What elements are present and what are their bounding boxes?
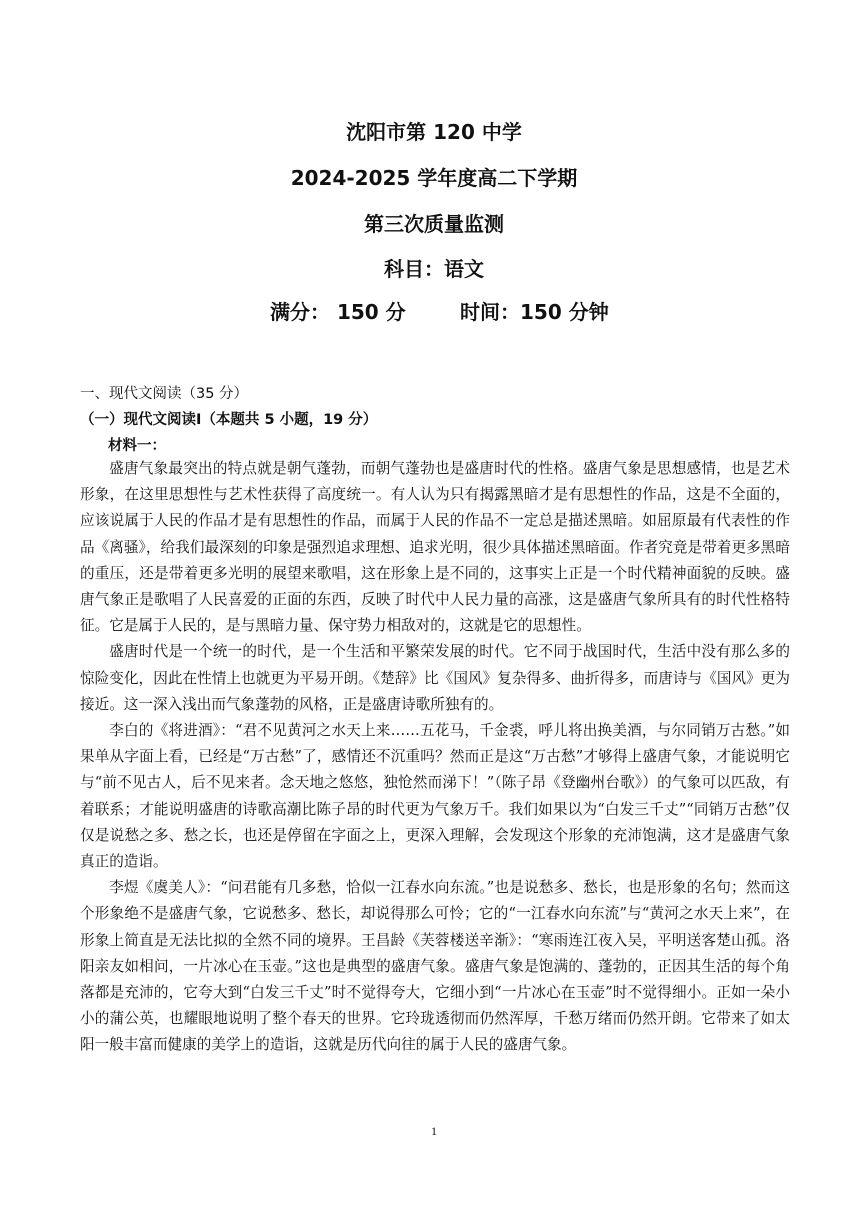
- article-body: [80, 456, 790, 1059]
- part-title: （一）现代文阅读Ⅰ（本题共 5 小题，19 分）: [80, 412, 378, 428]
- score-time-row: [270, 296, 610, 324]
- term-title: 2024-2025 学年度高二下学期: [290, 166, 578, 190]
- paragraph: 李白的《将进酒》：“君不见黄河之水天上来……五花马，千金裘，呼儿将出换美酒，与尔同销万古愁。”如果单从字面上看，已经是“万古愁”了，感情还不沉重吗？然而正是这“万古愁”才够得上盛唐气象，才能说明它与“前不见古人，后不见来者。念天地之悠悠，独怆然而涕下！”（陈子昂《登幽州台歌》）的气象可以匹敌，有着联系；才能说明盛唐的诗歌高潮比陈子昂的时代更为气象万千。我们如果以为“白发三千丈”“同销万古愁”仅仅是说愁之多、愁之长，也还是停留在字面之上，更深入理解，会发现这个形象的充沛饱满，这才是盛唐气象真正的造诣。: [80, 722, 790, 871]
- section-title: 一、现代文阅读（35 分）: [80, 386, 249, 402]
- paragraph: 李煜《虞美人》：“问君能有几多愁，恰似一江春水向东流。”也是说愁多、愁长，也是形象的名句；然而这个形象绝不是盛唐气象，它说愁多、愁长，却说得那么可怜；它的“一江春水向东流”与“黄河之水天上来”，在形象上简直是无法比拟的全然不同的境界。王昌龄《芙蓉楼送辛渐》：“寒雨连江夜入吴，平明送客楚山孤。洛阳亲友如相问，一片冰心在玉壶。”这也是典型的盛唐气象。盛唐气象是饱满的、蓬勃的，正因其生活的每个角落都是充沛的，它夸大到“白发三千丈”时不觉得夸大，它细小到“一片冰心在玉壶”时不觉得细小。正如一朵小小的蒲公英，也耀眼地说明了整个春天的世界。它玲珑透彻而仍然浑厚，千愁万绪而仍然开朗。它带来了如太阳一般丰富而健康的美学上的造诣，这就是历代向往的属于人民的盛唐气象。: [80, 879, 790, 1054]
- exam-title: 第三次质量监测: [364, 212, 504, 236]
- page-number: 1: [431, 1124, 437, 1138]
- exam-time: 时间：150 分钟: [460, 300, 609, 324]
- full-score: 满分： 150 分: [270, 300, 406, 324]
- school-name: 沈阳市第 120 中学: [346, 120, 522, 144]
- paragraph: 盛唐时代是一个统一的时代，是一个生活和平繁荣发展的时代。它不同于战国时代，生活中没有那么多的惊险变化，因此在性情上也就更为平易开朗。《楚辞》比《国风》复杂得多、曲折得多，而唐诗与《国风》更为接近。这一深入浅出而气象蓬勃的风格，正是盛唐诗歌所独有的。: [80, 643, 790, 713]
- subject-line: 科目：语文: [384, 257, 484, 281]
- paragraph: 盛唐气象最突出的特点就是朝气蓬勃，而朝气蓬勃也是盛唐时代的性格。盛唐气象是思想感情，也是艺术形象，在这里思想性与艺术性获得了高度统一。有人认为只有揭露黑暗才是有思想性的作品，这是不全面的，应该说属于人民的作品才是有思想性的作品，而属于人民的作品不一定总是描述黑暗。如屈原最有代表性的作品《离骚》，给我们最深刻的印象是强烈追求理想、追求光明，很少具体描述黑暗面。作者究竟是带着更多黑暗的重压，还是带着更多光明的展望来歌唱，这在形象上是不同的，这事实上正是一个时代精神面貌的反映。盛唐气象正是歌唱了人民喜爱的正面的东西，反映了时代中人民力量的高涨，这是盛唐气象所具有的时代性格特征。它是属于人民的，是与黑暗力量、保守势力相敌对的，这就是它的思想性。: [80, 460, 790, 635]
- material-label: 材料一：: [108, 438, 166, 454]
